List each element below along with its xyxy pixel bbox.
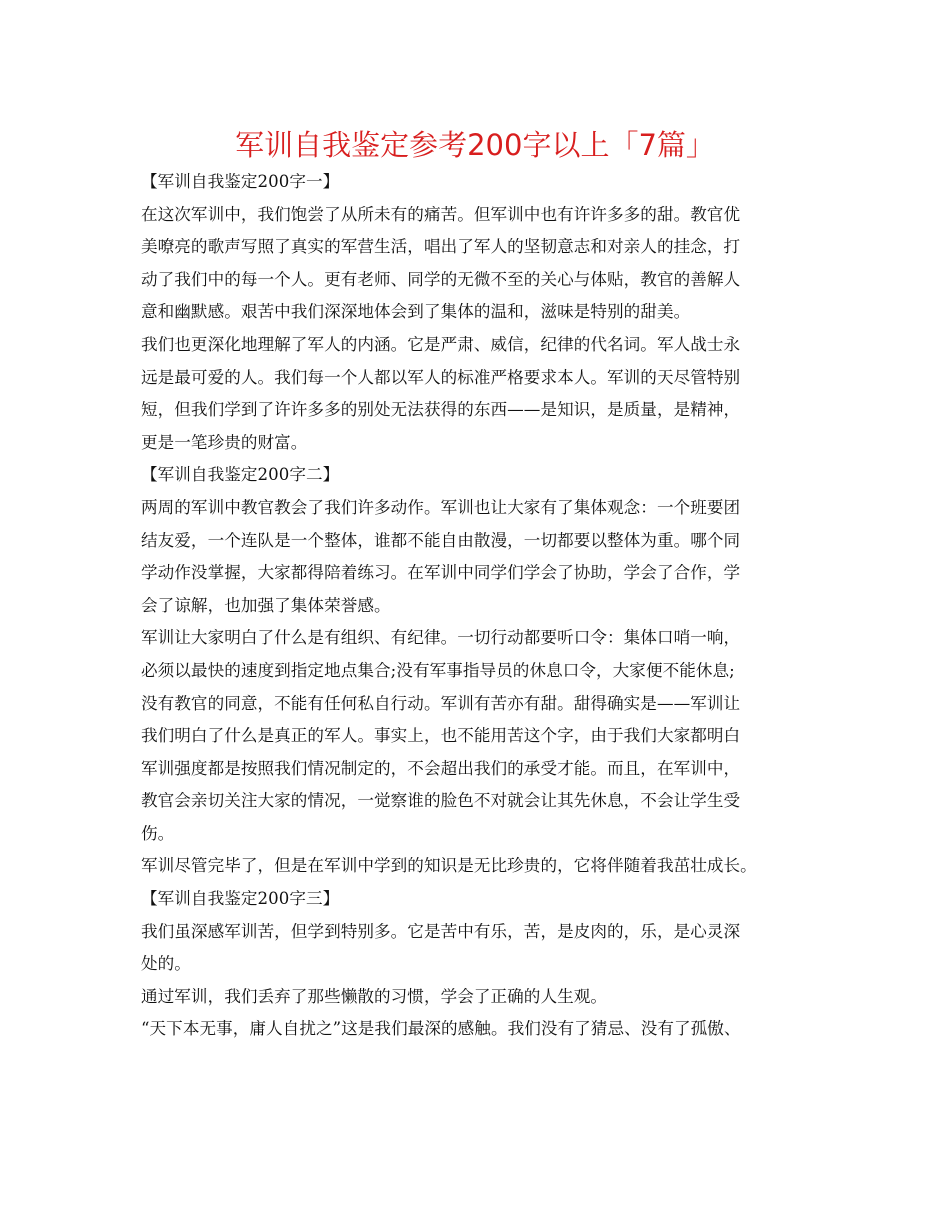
paragraph-line: 学动作没掌握，大家都得陪着练习。在军训中同学们学会了协助，学会了合作，学 xyxy=(141,563,741,583)
paragraph-line: 没有教官的同意，不能有任何私自行动。军训有苦亦有甜。甜得确实是——军训让 xyxy=(141,693,741,713)
paragraph-line: 两周的军训中教官教会了我们许多动作。军训也让大家有了集体观念：一个班要团 xyxy=(141,497,741,517)
paragraph-line: 更是一笔珍贵的财富。 xyxy=(141,432,308,452)
paragraph-line: 军训尽管完毕了，但是在军训中学到的知识是无比珍贵的，它将伴随着我茁壮成长。 xyxy=(141,856,757,876)
paragraph-line: 结友爱，一个连队是一个整体，谁都不能自由散漫，一切都要以整体为重。哪个同 xyxy=(141,530,741,550)
paragraph-line: “天下本无事，庸人自扰之”这是我们最深的感触。我们没有了猜忌、没有了孤傲、 xyxy=(141,1019,741,1039)
paragraph-line: 军训让大家明白了什么是有组织、有纪律。一切行动都要听口令：集体口哨一响， xyxy=(141,628,741,648)
section-heading-2: 【军训自我鉴定200字二】 xyxy=(141,465,340,485)
paragraph-line: 伤。 xyxy=(141,823,175,843)
paragraph-line: 必须以最快的速度到指定地点集合;没有军事指导员的休息口令，大家便不能休息; xyxy=(141,660,735,680)
section-heading-3: 【军训自我鉴定200字三】 xyxy=(141,889,340,909)
paragraph-line: 意和幽默感。艰苦中我们深深地体会到了集体的温和，滋味是特别的甜美。 xyxy=(141,302,691,322)
paragraph-line: 会了谅解，也加强了集体荣誉感。 xyxy=(141,595,391,615)
paragraph-line: 教官会亲切关注大家的情况，一觉察谁的脸色不对就会让其先休息，不会让学生受 xyxy=(141,791,741,811)
paragraph-line: 我们明白了什么是真正的军人。事实上，也不能用苦这个字，由于我们大家都明白 xyxy=(141,726,741,746)
paragraph-line: 短，但我们学到了许许多多的别处无法获得的东西——是知识，是质量，是精神， xyxy=(141,400,741,420)
paragraph-line: 我们也更深化地理解了军人的内涵。它是严肃、威信，纪律的代名词。军人战士永 xyxy=(141,334,741,354)
paragraph-line: 通过军训，我们丢弃了那些懒散的习惯，学会了正确的人生观。 xyxy=(141,986,608,1006)
paragraph-line: 军训强度都是按照我们情况制定的，不会超出我们的承受才能。而且，在军训中， xyxy=(141,758,741,778)
section-heading-1: 【军训自我鉴定200字一】 xyxy=(141,172,340,191)
document-title: 军训自我鉴定参考200字以上「7篇」 xyxy=(235,128,715,162)
document-body xyxy=(141,166,841,1046)
paragraph-line: 远是最可爱的人。我们每一个人都以军人的标准严格要求本人。军训的天尽管特别 xyxy=(141,367,741,387)
paragraph-line: 在这次军训中，我们饱尝了从所未有的痛苦。但军训中也有许许多多的甜。教官优 xyxy=(141,204,741,224)
paragraph-line: 动了我们中的每一个人。更有老师、同学的无微不至的关心与体贴，教官的善解人 xyxy=(141,269,741,289)
paragraph-line: 处的。 xyxy=(141,954,191,974)
paragraph-line: 我们虽深感军训苦，但学到特别多。它是苦中有乐，苦，是皮肉的，乐，是心灵深 xyxy=(141,921,741,941)
paragraph-line: 美嘹亮的歌声写照了真实的军营生活，唱出了军人的坚韧意志和对亲人的挂念，打 xyxy=(141,237,741,257)
